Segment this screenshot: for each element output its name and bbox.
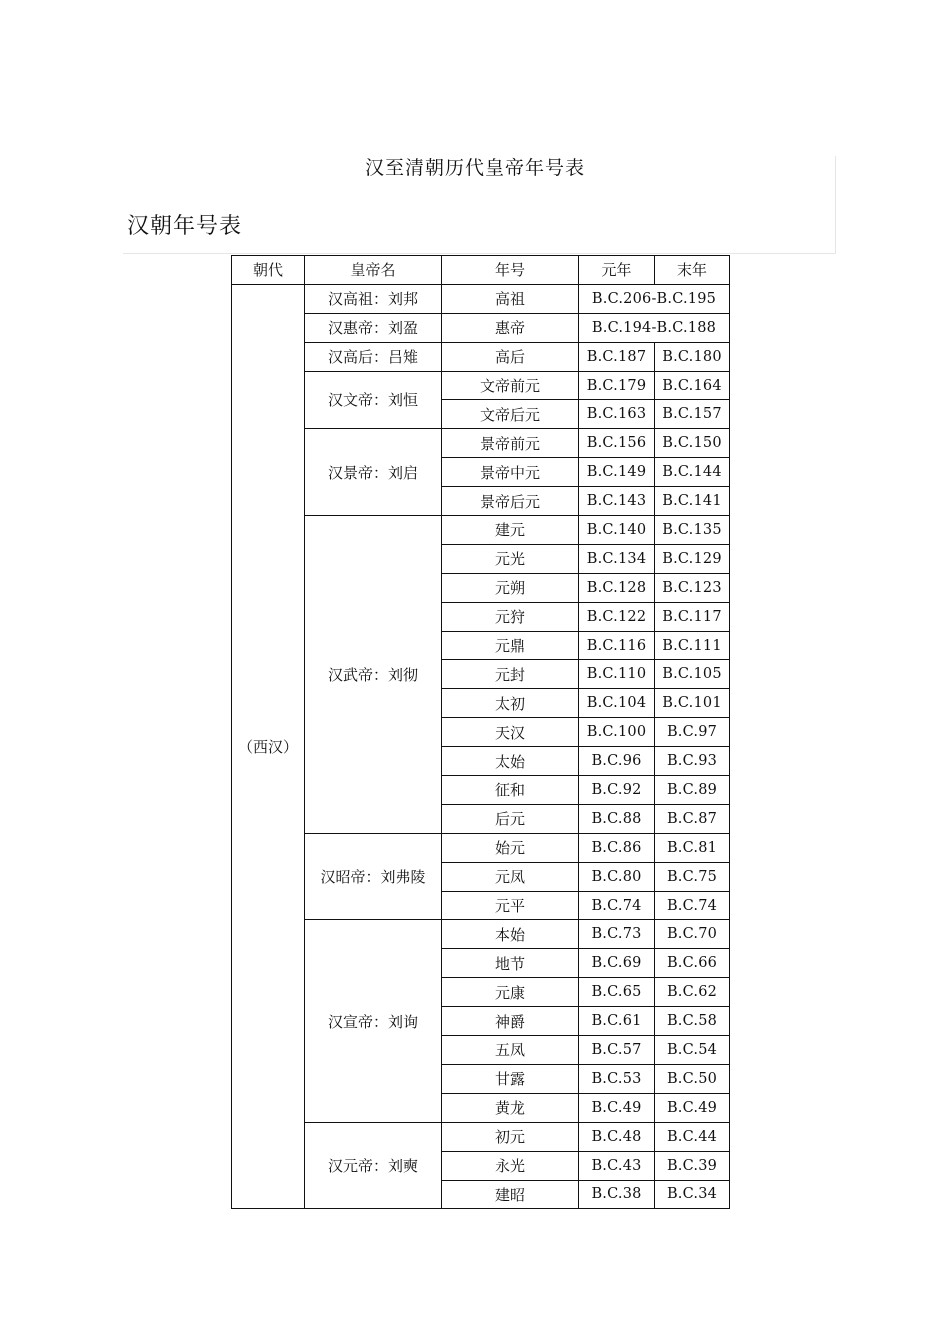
era-name-cell: 元平: [442, 891, 579, 920]
emperor-name-cell: 汉昭帝：刘弗陵: [305, 833, 442, 920]
last-year-cell: B.C.144: [655, 458, 730, 487]
first-year-cell: B.C.116: [579, 631, 655, 660]
era-name-cell: 元光: [442, 544, 579, 573]
era-name-cell: 五凤: [442, 1036, 579, 1065]
first-year-cell: B.C.187: [579, 342, 655, 371]
era-name-cell: 天汉: [442, 718, 579, 747]
era-name-cell: 本始: [442, 920, 579, 949]
first-year-cell: B.C.110: [579, 660, 655, 689]
last-year-cell: B.C.44: [655, 1122, 730, 1151]
dynasty-cell: （西汉）: [232, 284, 305, 1209]
first-year-cell: B.C.49: [579, 1093, 655, 1122]
era-name-cell: 元凤: [442, 862, 579, 891]
era-name-cell: 元封: [442, 660, 579, 689]
last-year-cell: B.C.49: [655, 1093, 730, 1122]
header-emperor: 皇帝名: [305, 256, 442, 285]
last-year-cell: B.C.141: [655, 487, 730, 516]
era-name-cell: 初元: [442, 1122, 579, 1151]
first-year-cell: B.C.122: [579, 602, 655, 631]
year-range-cell: B.C.206-B.C.195: [579, 284, 730, 313]
last-year-cell: B.C.105: [655, 660, 730, 689]
last-year-cell: B.C.164: [655, 371, 730, 400]
last-year-cell: B.C.97: [655, 718, 730, 747]
era-name-cell: 惠帝: [442, 313, 579, 342]
first-year-cell: B.C.69: [579, 949, 655, 978]
first-year-cell: B.C.38: [579, 1180, 655, 1209]
last-year-cell: B.C.135: [655, 516, 730, 545]
era-name-cell: 地节: [442, 949, 579, 978]
last-year-cell: B.C.123: [655, 573, 730, 602]
era-name-cell: 建元: [442, 516, 579, 545]
emperor-name-cell: 汉武帝：刘彻: [305, 516, 442, 834]
emperor-name-cell: 汉宣帝：刘询: [305, 920, 442, 1122]
document-title: 汉至清朝历代皇帝年号表: [364, 157, 585, 179]
last-year-cell: B.C.66: [655, 949, 730, 978]
era-name-table: [231, 255, 730, 1209]
header-first-year: 元年: [579, 256, 655, 285]
header-era-name: 年号: [442, 256, 579, 285]
emperor-name-cell: 汉高后：吕雉: [305, 342, 442, 371]
table-row: [232, 833, 730, 862]
last-year-cell: B.C.180: [655, 342, 730, 371]
era-name-cell: 建昭: [442, 1180, 579, 1209]
last-year-cell: B.C.81: [655, 833, 730, 862]
first-year-cell: B.C.104: [579, 689, 655, 718]
table-row: [232, 284, 730, 313]
last-year-cell: B.C.93: [655, 747, 730, 776]
emperor-name-cell: 汉文帝：刘恒: [305, 371, 442, 429]
first-year-cell: B.C.92: [579, 776, 655, 805]
era-name-cell: 元康: [442, 978, 579, 1007]
emperor-name-cell: 汉元帝：刘奭: [305, 1122, 442, 1209]
era-name-cell: 文帝后元: [442, 400, 579, 429]
last-year-cell: B.C.150: [655, 429, 730, 458]
era-name-cell: 元朔: [442, 573, 579, 602]
last-year-cell: B.C.101: [655, 689, 730, 718]
heading-frame-bottom-edge: [123, 253, 836, 254]
last-year-cell: B.C.157: [655, 400, 730, 429]
table-row: [232, 1122, 730, 1151]
first-year-cell: B.C.53: [579, 1064, 655, 1093]
year-range-cell: B.C.194-B.C.188: [579, 313, 730, 342]
last-year-cell: B.C.50: [655, 1064, 730, 1093]
emperor-name-cell: 汉景帝：刘启: [305, 429, 442, 516]
last-year-cell: B.C.89: [655, 776, 730, 805]
first-year-cell: B.C.134: [579, 544, 655, 573]
table-row: [232, 313, 730, 342]
table-row: [232, 429, 730, 458]
era-name-cell: 景帝中元: [442, 458, 579, 487]
last-year-cell: B.C.87: [655, 804, 730, 833]
era-name-cell: 征和: [442, 776, 579, 805]
era-name-cell: 元鼎: [442, 631, 579, 660]
last-year-cell: B.C.70: [655, 920, 730, 949]
era-name-cell: 神爵: [442, 1007, 579, 1036]
first-year-cell: B.C.140: [579, 516, 655, 545]
section-heading: 汉朝年号表: [127, 214, 243, 239]
first-year-cell: B.C.43: [579, 1151, 655, 1180]
first-year-cell: B.C.48: [579, 1122, 655, 1151]
era-name-cell: 始元: [442, 833, 579, 862]
era-name-cell: 黄龙: [442, 1093, 579, 1122]
header-last-year: 末年: [655, 256, 730, 285]
first-year-cell: B.C.57: [579, 1036, 655, 1065]
table-row: [232, 342, 730, 371]
last-year-cell: B.C.117: [655, 602, 730, 631]
table-header-row: [232, 256, 730, 285]
table-row: [232, 516, 730, 545]
first-year-cell: B.C.65: [579, 978, 655, 1007]
era-name-cell: 元狩: [442, 602, 579, 631]
first-year-cell: B.C.163: [579, 400, 655, 429]
era-name-cell: 后元: [442, 804, 579, 833]
header-dynasty: 朝代: [232, 256, 305, 285]
last-year-cell: B.C.111: [655, 631, 730, 660]
last-year-cell: B.C.34: [655, 1180, 730, 1209]
first-year-cell: B.C.61: [579, 1007, 655, 1036]
first-year-cell: B.C.156: [579, 429, 655, 458]
first-year-cell: B.C.86: [579, 833, 655, 862]
era-name-cell: 太始: [442, 747, 579, 776]
era-name-cell: 高祖: [442, 284, 579, 313]
era-name-cell: 甘露: [442, 1064, 579, 1093]
first-year-cell: B.C.179: [579, 371, 655, 400]
first-year-cell: B.C.96: [579, 747, 655, 776]
last-year-cell: B.C.74: [655, 891, 730, 920]
first-year-cell: B.C.100: [579, 718, 655, 747]
first-year-cell: B.C.143: [579, 487, 655, 516]
first-year-cell: B.C.88: [579, 804, 655, 833]
last-year-cell: B.C.129: [655, 544, 730, 573]
era-name-cell: 景帝后元: [442, 487, 579, 516]
first-year-cell: B.C.73: [579, 920, 655, 949]
first-year-cell: B.C.80: [579, 862, 655, 891]
table-row: [232, 920, 730, 949]
last-year-cell: B.C.58: [655, 1007, 730, 1036]
era-name-cell: 永光: [442, 1151, 579, 1180]
first-year-cell: B.C.149: [579, 458, 655, 487]
table-row: [232, 371, 730, 400]
table-body: [232, 284, 730, 1209]
last-year-cell: B.C.62: [655, 978, 730, 1007]
era-name-cell: 高后: [442, 342, 579, 371]
last-year-cell: B.C.39: [655, 1151, 730, 1180]
emperor-name-cell: 汉高祖：刘邦: [305, 284, 442, 313]
last-year-cell: B.C.54: [655, 1036, 730, 1065]
first-year-cell: B.C.128: [579, 573, 655, 602]
era-name-cell: 太初: [442, 689, 579, 718]
emperor-name-cell: 汉惠帝：刘盈: [305, 313, 442, 342]
era-name-cell: 景帝前元: [442, 429, 579, 458]
first-year-cell: B.C.74: [579, 891, 655, 920]
heading-frame-right-edge: [835, 156, 836, 254]
last-year-cell: B.C.75: [655, 862, 730, 891]
era-name-cell: 文帝前元: [442, 371, 579, 400]
